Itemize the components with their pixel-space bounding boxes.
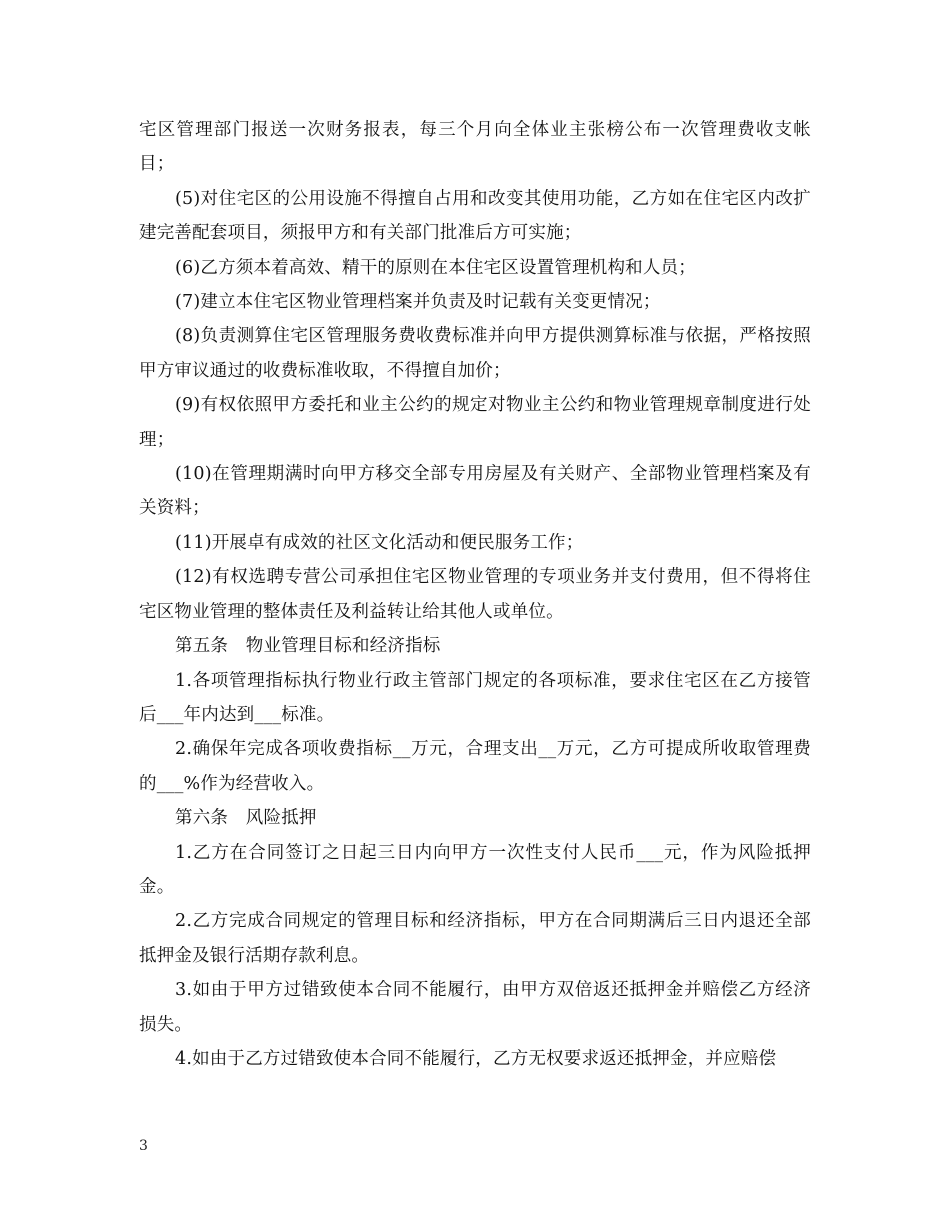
contract-body [139, 113, 811, 1076]
article-5-item-2: 2.确保年完成各项收费指标__万元，合理支出__万元，乙方可提成所收取管理费的___%作为经营收入。 [139, 739, 811, 794]
clause-9-rule-enforcement: (9)有权依照甲方委托和业主公约的规定对物业主公约和物业管理规章制度进行处理； [139, 395, 811, 450]
article-6-item-3: 3.如由于甲方过错致使本合同不能履行，由甲方双倍返还抵押金并赔偿乙方经济损失。 [139, 980, 811, 1035]
clause-5-public-facilities: (5)对住宅区的公用设施不得擅自占用和改变其使用功能，乙方如在住宅区内改扩建完善配套项目，须报甲方和有关部门批准后方可实施； [139, 188, 811, 244]
article-5-heading: 第五条 物业管理目标和经济指标 [175, 636, 441, 657]
clause-10-handover: (10)在管理期满时向甲方移交全部专用房屋及有关财产、全部物业管理档案及有关资料； [139, 464, 811, 519]
clause-11-community-activities: (11)开展卓有成效的社区文化活动和便民服务工作； [175, 532, 584, 553]
article-6-item-4: 4.如由于乙方过错致使本合同不能履行，乙方无权要求返还抵押金，并应赔偿 [175, 1048, 777, 1069]
article-5-item-1: 1.各项管理指标执行物业行政主管部门规定的各项标准，要求住宅区在乙方接管后___年内达到___标准。 [139, 670, 811, 725]
clause-12-subcontracting: (12)有权选聘专营公司承担住宅区物业管理的专项业务并支付费用，但不得将住宅区物业管理的整体责任及利益转让给其他人或单位。 [139, 567, 811, 622]
paragraph-continuation: 宅区管理部门报送一次财务报表，每三个月向全体业主张榜公布一次管理费收支帐目； [139, 120, 811, 175]
clause-6-management-staff: (6)乙方须本着高效、精干的原则在本住宅区设置管理机构和人员； [175, 257, 696, 278]
page-number: 3 [139, 1138, 148, 1154]
clause-7-management-archive: (7)建立本住宅区物业管理档案并负责及时记载有关变更情况； [175, 292, 661, 313]
article-6-item-1: 1.乙方在合同签订之日起三日内向甲方一次性支付人民币___元，作为风险抵押金。 [139, 842, 811, 897]
article-6-heading: 第六条 风险抵押 [175, 808, 317, 829]
article-6-item-2: 2.乙方完成合同规定的管理目标和经济指标，甲方在合同期满后三日内退还全部抵押金及银行活期存款利息。 [139, 911, 811, 966]
clause-8-fee-standard: (8)负责测算住宅区管理服务费收费标准并向甲方提供测算标准与依据，严格按照甲方审议通过的收费标准收取，不得擅自加价； [139, 326, 811, 381]
